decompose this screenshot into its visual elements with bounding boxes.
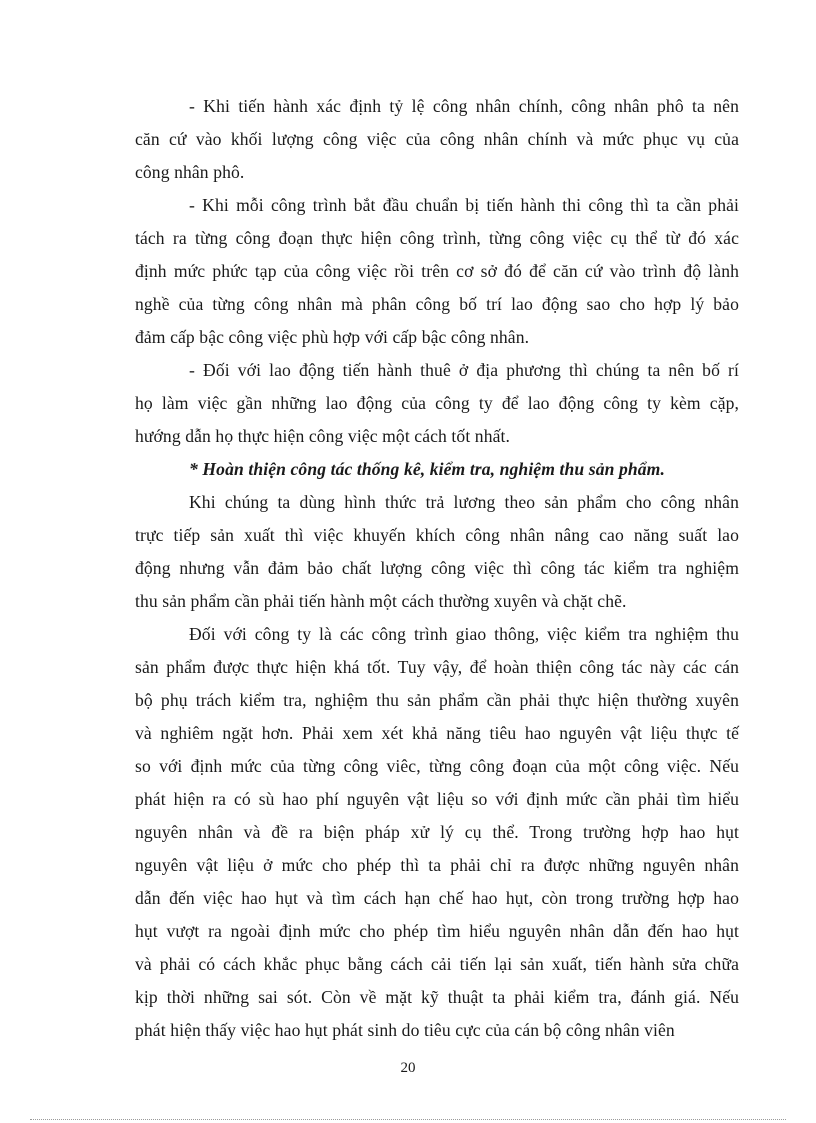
section-heading: * Hoàn thiện công tác thống kê, kiểm tra, nghiệm thu sản phẩm. — [189, 459, 665, 479]
text-line: so với định mức của từng công viêc, từng công đoạn của một công việc. Nếu — [135, 756, 739, 776]
text-line: Đối với công ty là các công trình giao thông, việc kiểm tra nghiệm thu — [189, 624, 739, 644]
text-line: động nhưng vẫn đảm bảo chất lượng công việc thì công tác kiểm tra nghiệm — [135, 558, 739, 578]
text-line: - Khi tiến hành xác định tỷ lệ công nhân chính, công nhân phô ta nên — [189, 96, 739, 116]
text-line: Khi chúng ta dùng hình thức trả lương theo sản phẩm cho công nhân — [189, 492, 739, 512]
text-line: thu sản phẩm cần phải tiến hành một cách thường xuyên và chặt chẽ. — [135, 591, 627, 611]
text-line: nghề của từng công nhân mà phân công bố trí lao động sao cho hợp lý bảo — [135, 294, 739, 314]
page-number: 20 — [400, 1060, 416, 1076]
text-line: - Đối với lao động tiến hành thuê ở địa phương thì chúng ta nên bố rí — [189, 360, 739, 380]
text-line: họ làm việc gần những lao động của công ty để lao động công ty kèm cặp, — [135, 393, 739, 413]
text-line: sản phẩm được thực hiện khá tốt. Tuy vậy, để hoàn thiện công tác này các cán — [135, 657, 739, 677]
text-line: nguyên nhân và đề ra biện pháp xử lý cụ thể. Trong trường hợp hao hụt — [135, 822, 739, 842]
text-line: căn cứ vào khối lượng công việc của công nhân chính và mức phục vụ của — [135, 129, 739, 149]
text-line: hướng dẫn họ thực hiện công việc một cách tốt nhất. — [135, 426, 510, 446]
text-line: tách ra từng công đoạn thực hiện công trình, từng công việc cụ thể từ đó xác — [135, 228, 739, 248]
text-line: phát hiện ra có sù hao phí nguyên vật liệu so với định mức cần phải tìm hiểu — [135, 789, 739, 809]
page-bottom-divider — [30, 1119, 786, 1120]
text-line: kịp thời những sai sót. Còn về mặt kỹ thuật ta phải kiểm tra, đánh giá. Nếu — [135, 987, 739, 1007]
text-line: định mức phức tạp của công việc rồi trên cơ sở đó để căn cứ vào trình độ lành — [135, 261, 739, 281]
text-line: phát hiện thấy việc hao hụt phát sinh do tiêu cực của cán bộ công nhân viên — [135, 1020, 675, 1040]
text-line: bộ phụ trách kiểm tra, nghiệm thu sản phẩm cần phải thực hiện thường xuyên — [135, 690, 739, 710]
text-line: đảm cấp bậc công việc phù hợp với cấp bậc công nhân. — [135, 327, 530, 347]
text-line: - Khi mỗi công trình bắt đầu chuẩn bị tiến hành thi công thì ta cần phải — [189, 195, 739, 215]
text-line: trực tiếp sản xuất thì việc khuyến khích công nhân nâng cao năng suất lao — [135, 525, 739, 545]
text-line: công nhân phô. — [135, 162, 245, 182]
text-line: dẫn đến việc hao hụt và tìm cách hạn chế hao hụt, còn trong trường hợp hao — [135, 888, 739, 908]
text-line: và phải có cách khắc phục bằng cách cải tiến lại sản xuất, tiến hành sửa chữa — [135, 954, 739, 974]
text-line: nguyên vật liệu ở mức cho phép thì ta phải chỉ ra được những nguyên nhân — [135, 855, 739, 875]
text-line: hụt vượt ra ngoài định mức cho phép tìm hiểu nguyên nhân dẫn đến hao hụt — [135, 921, 739, 941]
text-line: và nghiêm ngặt hơn. Phải xem xét khả năng tiêu hao nguyên vật liệu thực tế — [135, 723, 739, 743]
